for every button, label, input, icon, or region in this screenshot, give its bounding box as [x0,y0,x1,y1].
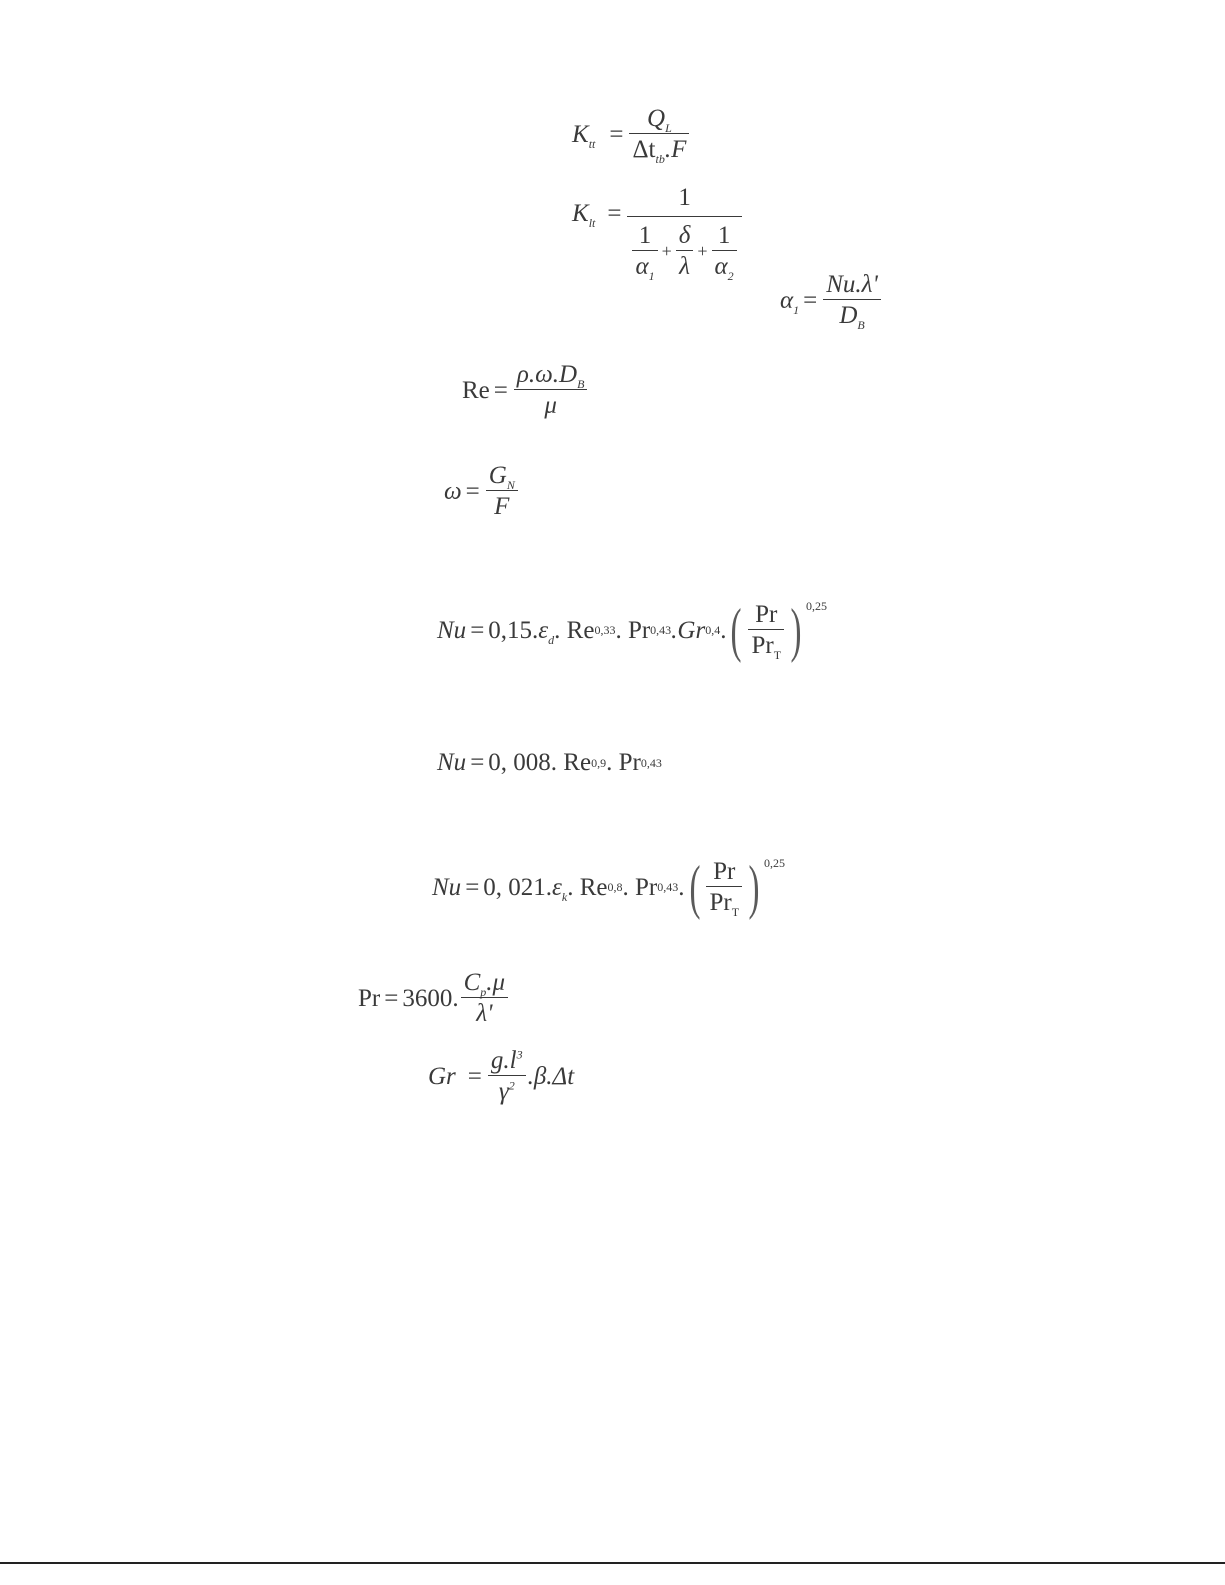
eq8-prandtl-ratio: $\frac{Pr}{Pr_T}$ [706,859,742,915]
eq1-equals: = [609,120,624,148]
eq10-equals: = [467,1062,482,1090]
eq3-fraction: $\frac{Nu.\lambda'}{D_B}$ [823,272,881,328]
equation-heat-transfer-coefficient-lt [572,184,744,283]
eq5-lhs: ω [444,477,462,505]
eq5-equals: = [465,477,480,505]
equation-nusselt-laminar: Nu = 0,15. $\varepsilon_d$ . Re 0,33 . Pr 0,43 .Gr 0,4 . ( $\frac{Pr}{Pr_T}$ ) 0,25 [437,597,828,663]
eq4-fraction: $\frac{\rho.\omega.D_B}{\mu}$ [514,362,588,418]
equation-heat-transfer-coefficient-tt [572,105,691,166]
eq10-fraction: $\frac{g.l^3}{\gamma^2}$ [488,1048,526,1104]
eq2-lhs: $K_{lt}$ [572,200,596,230]
eq5-fraction: $\frac{G_N}{F}$ [486,463,518,519]
eq9-fraction: $\frac{C_p.\mu}{\lambda'}$ [461,970,509,1026]
eq2-equals: = [607,200,622,227]
eq3-equals: = [803,286,818,314]
equation-alpha-one [780,271,883,332]
eq2-fraction: 1 $\frac{1}{\alpha_1}$ + $\frac{\delta}{\lambda}$ + $\frac{1}{\alpha_2}$ [627,185,741,279]
eq8-lhs: Nu [432,873,462,901]
equation-prandtl-number: Pr = 3600. $\frac{C_p.\mu}{\lambda'}$ [358,970,510,1026]
eq3-lhs: $\alpha_1$ [780,286,800,317]
eq9-equals: = [384,984,399,1012]
eq6-prandtl-ratio: $\frac{Pr}{Pr_T}$ [748,602,784,658]
equation-grashof-number: Gr = $\frac{g.l^3}{\gamma^2}$ .β.Δt [428,1047,575,1105]
eq10-lhs: Gr [428,1062,456,1090]
eq6-coefficient: 0,15. [488,616,539,644]
eq7-equals: = [470,749,485,776]
equation-reynolds-number [462,362,589,418]
eq1-lhs: $K_{tt}$ [572,120,596,151]
equation-nusselt-turbulent: Nu = 0, 021. $\varepsilon_k$ . Re 0,8 . Pr 0,43 . ( $\frac{Pr}{Pr_T}$ ) 0,25 [432,854,786,920]
equation-nusselt-turbulent-simple: Nu = 0, 008. Re 0,9 . Pr 0,43 [437,749,662,776]
eq6-lhs: Nu [437,616,467,644]
eq9-lhs: Pr [358,984,381,1012]
equation-flow-velocity [444,463,520,519]
eq1-fraction: $\frac{Q_L}{\Delta t_{tb}.F}$ [629,106,689,162]
eq4-lhs: Re [462,376,490,404]
eq7-lhs: Nu [437,749,467,776]
eq8-equals: = [465,873,480,901]
eq8-coefficient: 0, 021. [483,873,553,901]
page-bottom-rule [0,1562,1225,1564]
eq6-equals: = [470,616,485,644]
eq4-equals: = [493,376,508,404]
